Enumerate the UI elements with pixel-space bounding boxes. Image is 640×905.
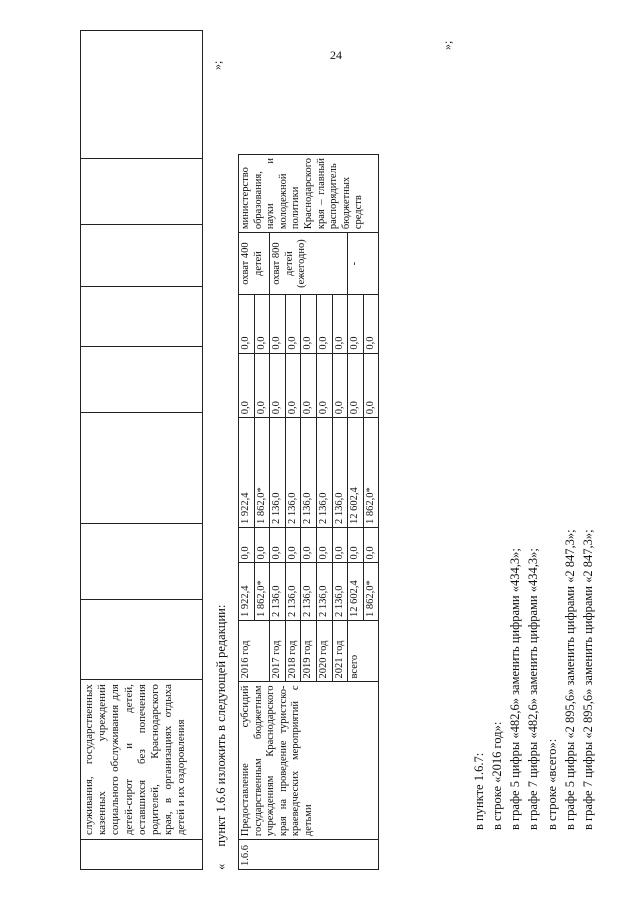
cell-extra: 0,0	[285, 294, 301, 353]
cont-cell	[81, 158, 203, 224]
cell-loc: 0,0	[270, 353, 286, 418]
result-annual: охват 800 детей (ежегодно)	[270, 233, 348, 295]
heading-text: пункт 1.6.6 изложить в следующей редакции:	[214, 604, 228, 847]
cell-fed: 0,0	[332, 528, 348, 563]
cell-total: 2 136,0	[285, 563, 301, 621]
section-heading	[214, 605, 229, 870]
row-year: 2019 год	[301, 621, 317, 682]
cell-fed: 0,0	[239, 528, 255, 563]
cell-loc: 0,0	[301, 353, 317, 418]
cell-reg: 2 136,0	[316, 418, 332, 528]
continuation-description: служивания, государственных казенных учреждений социального обслуживания для детей-сирот и детей, оставшихся без попечения родителей, Краснодарского края, в организациях отдыха детей и их оздоровления	[81, 680, 203, 840]
cell-fed: 0,0	[270, 528, 286, 563]
cont-cell	[81, 600, 203, 680]
executor: министерство образования, науки и молодежной политики Краснодарского края – главный распорядитель бюджетных средств	[239, 154, 379, 232]
cell-loc: 0,0	[363, 353, 379, 418]
instruction-line: в графе 5 цифры «2 895,6» заменить цифрами «2 847,3»;	[562, 529, 577, 830]
cell-extra: 0,0	[332, 294, 348, 353]
cont-cell-number	[81, 840, 203, 870]
cell-extra: 0,0	[239, 294, 255, 353]
cell-reg: 1 862,0*	[254, 418, 270, 528]
cont-cell	[81, 412, 203, 524]
cell-loc: 0,0	[239, 353, 255, 418]
cell-loc: 0,0	[348, 353, 364, 418]
cell-fed: 0,0	[363, 528, 379, 563]
cell-reg: 12 602,4	[348, 418, 364, 528]
cell-total: 1 922,4	[239, 563, 255, 621]
cell-reg: 2 136,0	[332, 418, 348, 528]
instruction-line: в графе 7 цифры «482,6» заменить цифрами «434,3»;	[526, 548, 541, 830]
table-row	[239, 31, 255, 870]
quote-close-2: »;	[440, 40, 454, 50]
cont-cell	[81, 524, 203, 600]
cell-reg: 2 136,0	[301, 418, 317, 528]
cell-total: 1 862,0*	[254, 563, 270, 621]
instruction-line: в графе 5 цифры «482,6» заменить цифрами «434,3»;	[508, 548, 523, 830]
row-year: 2016 год	[239, 621, 270, 682]
instruction-line: в графе 7 цифры «2 895,6» заменить цифрами «2 847,3»;	[580, 529, 595, 830]
cell-extra: 0,0	[363, 294, 379, 353]
cell-total: 12 602,4	[348, 563, 364, 621]
row-year: 2020 год	[316, 621, 332, 682]
cell-fed: 0,0	[301, 528, 317, 563]
cell-fed: 0,0	[285, 528, 301, 563]
cell-total: 2 136,0	[332, 563, 348, 621]
instruction-line: в строке «всего»:	[544, 738, 559, 830]
row-year: 2021 год	[332, 621, 348, 682]
instructions	[470, 529, 597, 830]
item-description: Предоставление субсидий государственным бюджетным учреждениям Краснодарского края на проведение туристско-краеведческих мероприятий с детьми	[239, 682, 379, 840]
cell-extra: 0,0	[301, 294, 317, 353]
cell-extra: 0,0	[348, 294, 364, 353]
row-year: всего	[348, 621, 379, 682]
item-1-6-6-table	[238, 30, 379, 870]
cell-loc: 0,0	[332, 353, 348, 418]
instruction-line: в пункте 1.6.7:	[472, 752, 486, 830]
cont-cell	[81, 31, 203, 159]
cell-extra: 0,0	[316, 294, 332, 353]
cell-reg: 2 136,0	[270, 418, 286, 528]
cell-extra: 0,0	[254, 294, 270, 353]
instruction-line: в строке «2016 год»:	[490, 721, 505, 830]
quote-open: «	[214, 863, 228, 870]
cell-fed: 0,0	[316, 528, 332, 563]
cont-cell	[81, 346, 203, 412]
quote-close-1: »;	[210, 60, 224, 70]
continuation-table	[80, 30, 203, 870]
item-number: 1.6.6	[239, 840, 379, 870]
cell-total: 2 136,0	[301, 563, 317, 621]
row-year: 2018 год	[285, 621, 301, 682]
cell-reg: 1 862,0*	[363, 418, 379, 528]
cont-cell	[81, 286, 203, 346]
page-number: 24	[330, 48, 342, 62]
cell-loc: 0,0	[285, 353, 301, 418]
cont-cell	[81, 224, 203, 286]
cell-loc: 0,0	[316, 353, 332, 418]
cell-extra: 0,0	[270, 294, 286, 353]
cell-loc: 0,0	[254, 353, 270, 418]
row-year: 2017 год	[270, 621, 286, 682]
result-total: -	[348, 233, 379, 295]
cell-reg: 1 922,4	[239, 418, 255, 528]
cell-fed: 0,0	[348, 528, 364, 563]
cell-total: 2 136,0	[316, 563, 332, 621]
result-2016: охват 400 детей	[239, 233, 270, 295]
cell-total: 2 136,0	[270, 563, 286, 621]
cell-fed: 0,0	[254, 528, 270, 563]
cell-total: 1 862,0*	[363, 563, 379, 621]
cell-reg: 2 136,0	[285, 418, 301, 528]
rotated-page-content	[80, 30, 600, 870]
